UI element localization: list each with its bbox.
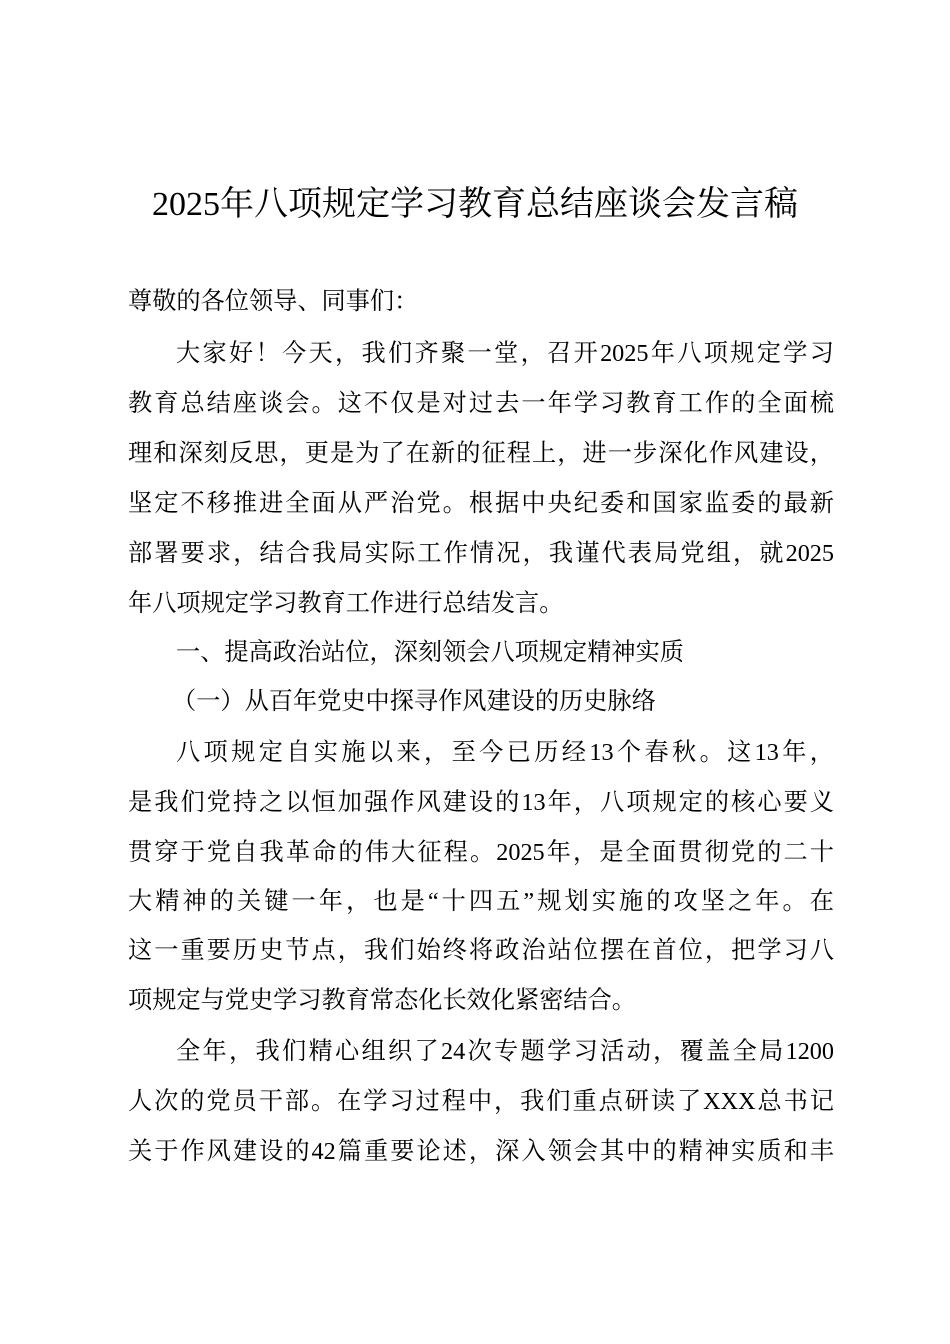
- text-line: 关于作风建设的42篇重要论述，深入领会其中的精神实质和丰: [128, 1138, 834, 1165]
- text-line: 这一重要历史节点，我们始终将政治站位摆在首位，把学习八: [128, 937, 834, 964]
- text-line: 是我们党持之以恒加强作风建设的13年，八项规定的核心要义: [128, 789, 834, 816]
- document-title: 2025年八项规定学习教育总结座谈会发言稿: [152, 186, 798, 223]
- text-line: 八项规定自实施以来，至今已历经13个春秋。这13年，: [176, 739, 834, 766]
- text-line: 全年，我们精心组织了24次专题学习活动，覆盖全局1200: [176, 1038, 834, 1065]
- section-heading: 一、提高政治站位，深刻领会八项规定精神实质: [176, 639, 684, 666]
- text-line: 贯穿于党自我革命的伟大征程。2025年，是全面贯彻党的二十: [128, 839, 834, 866]
- text-line: 大家好！今天，我们齐聚一堂，召开2025年八项规定学习: [176, 340, 834, 367]
- text-line: 项规定与党史学习教育常态化长效化紧密结合。: [128, 987, 636, 1014]
- text-line: 部署要求，结合我局实际工作情况，我谨代表局党组，就2025: [128, 540, 834, 567]
- text-line: 人次的党员干部。在学习过程中，我们重点研读了XXX总书记: [128, 1088, 834, 1115]
- text-line: 教育总结座谈会。这不仅是对过去一年学习教育工作的全面梳: [128, 390, 834, 417]
- text-line: 理和深刻反思，更是为了在新的征程上，进一步深化作风建设，: [128, 440, 834, 467]
- subsection-heading: （一）从百年党史中探寻作风建设的历史脉络: [172, 688, 656, 715]
- text-line: 大精神的关键一年，也是“十四五”规划实施的攻坚之年。在: [128, 888, 834, 915]
- text-line: 年八项规定学习教育工作进行总结发言。: [128, 590, 564, 617]
- text-line: 坚定不移推进全面从严治党。根据中央纪委和国家监委的最新: [128, 490, 834, 517]
- greeting: 尊敬的各位领导、同事们：: [128, 288, 419, 315]
